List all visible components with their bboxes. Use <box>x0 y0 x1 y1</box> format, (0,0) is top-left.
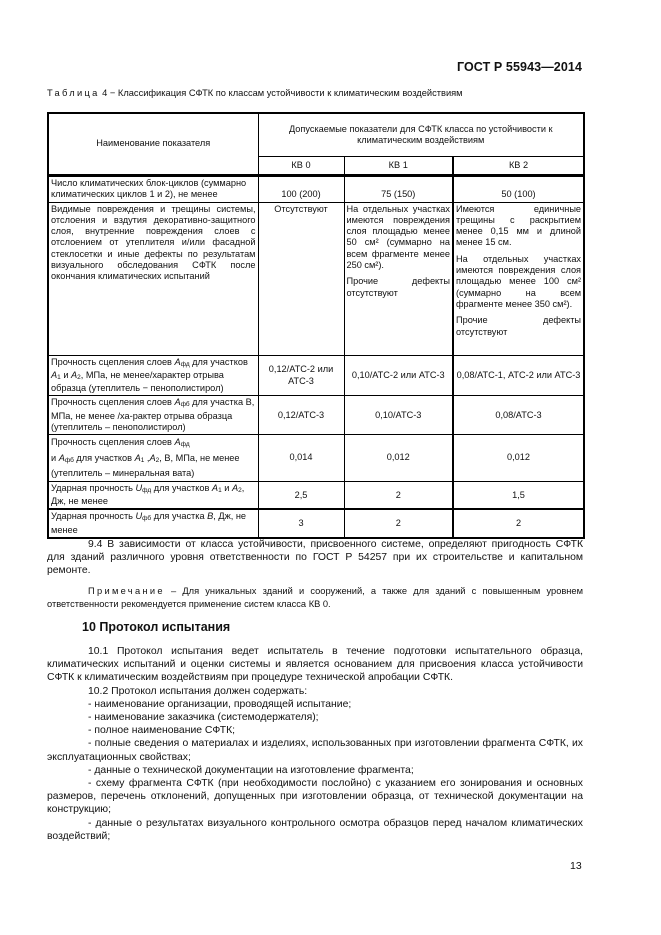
cell-kv2: 1,5 <box>453 481 584 509</box>
paragraph-10-2: 10.2 Протокол испытания должен содержать: <box>88 685 308 697</box>
row-name <box>48 509 258 538</box>
symbol: U <box>135 482 143 493</box>
text: Ударная прочность <box>51 511 136 522</box>
cell-kv2: 2 <box>453 509 584 538</box>
paragraph-text: 9.4 В зависимости от класса устойчивости, присвоенного системе, определяют пригодность СФТК для зданий различного уровня ответственности по ГОСТ Р 54257 при их строительстве и капитальном ремонте. <box>47 539 583 577</box>
cell-kv0: 0,014 <box>258 435 344 482</box>
document-code: ГОСТ Р 55943—2014 <box>456 60 582 74</box>
page-number: 13 <box>570 860 582 872</box>
column-header-name: Наименование показателя <box>48 113 258 176</box>
column-header-group: Допускаемые показатели для СФТК класса по устойчивости к климатическим воздействиям <box>258 113 584 157</box>
symbol: A <box>51 369 58 380</box>
column-header-kv2: КВ 2 <box>453 157 584 176</box>
text: и <box>60 369 72 380</box>
text: для участков <box>189 356 248 367</box>
cell-paragraph: Имеются единичные трещины с раскрытием менее 0,15 мм и длиной менее 15 см. <box>456 203 582 248</box>
note-text <box>47 585 583 610</box>
cell-kv1: 0,10/АТС-2 или АТС-3 <box>344 355 453 396</box>
row-name: Число климатических блок-циклов (суммарно климатических циклов 1 и 2), не менее <box>48 176 258 203</box>
subscript: 1 <box>140 456 145 464</box>
list-item: - полное наименование СФТК; <box>88 725 236 737</box>
table-row <box>48 176 584 203</box>
subscript: фд <box>142 486 152 494</box>
subscript: 2 <box>77 373 81 381</box>
cell-paragraph: На отдельных участках имеются повреждения слоя площадью менее 100 см² (суммарно на всем фрагменте менее 350 см²). <box>456 253 582 309</box>
text: , МПа, не менее/характер отрыва образца (утеплитель − пенополистирол) <box>51 369 224 394</box>
subscript: фб <box>180 401 190 409</box>
classification-table <box>47 112 585 539</box>
cell-kv2 <box>453 202 584 355</box>
cell-kv2: 0,012 <box>453 435 584 482</box>
list-item: - полные сведения о материалах и изделиях, использованных при изготовлении фрагмента СФТК, их эксплуатационных свойствах; <box>47 738 583 763</box>
table-row <box>48 481 584 509</box>
text: Ударная прочность <box>51 482 136 493</box>
cell-paragraph: Прочие дефекты отсутствуют <box>346 276 450 298</box>
cell-kv1: 2 <box>344 481 453 509</box>
cell-kv0: 2,5 <box>258 481 344 509</box>
cell-kv0: 3 <box>258 509 344 538</box>
cell-paragraph: На отдельных участках имеются повреждения слоя площадью менее 50 см² (суммарно на всем фрагменте менее 250 см²). <box>346 203 450 271</box>
text: и <box>51 452 59 463</box>
subscript: фб <box>142 515 152 523</box>
cell-kv1: 75 (150) <box>344 176 453 203</box>
cell-kv0: Отсутствуют <box>258 202 344 355</box>
cell-kv1: 0,10/АТС-3 <box>344 396 453 435</box>
symbol: A <box>231 482 239 493</box>
text: для участка <box>151 511 208 522</box>
note-body: – Для уникальных зданий и сооружений, а также для зданий с повышенным уровнем ответственности рекомендуется применение систем класса КВ 0. <box>47 586 583 609</box>
row-name <box>48 435 258 482</box>
text: для участков <box>151 482 212 493</box>
symbol: A <box>211 482 219 493</box>
list-item: - данные о технической документации на изготовление фрагмента; <box>88 764 414 776</box>
subscript: фд <box>180 360 190 368</box>
cell-kv0: 100 (200) <box>258 176 344 203</box>
table-row <box>48 396 584 435</box>
cell-paragraph: Прочие дефекты отсутствуют <box>456 315 582 337</box>
note <box>47 585 583 610</box>
symbol: A <box>174 437 181 448</box>
subscript: фб <box>64 456 74 464</box>
symbol: A <box>71 369 78 380</box>
subscript: фд <box>180 441 190 449</box>
table-row <box>48 202 584 355</box>
text: , Дж, не менее <box>51 482 245 507</box>
section-10-body <box>47 645 583 843</box>
table-row <box>48 435 584 482</box>
table-row <box>48 509 584 538</box>
text: для участков <box>73 452 135 463</box>
row-name: Видимые повреждения и трещины системы, отслоения и вздутия декоративно-защитного слоя, внутренние повреждения слоев с отслоением от утеплителя и/или фасадной стеклосетки и иные дефекты по результатам визуального обследования СФТК после окончания климатических испытаний <box>48 202 258 355</box>
row-name <box>48 396 258 435</box>
symbol: A <box>174 397 181 408</box>
text: для участка В, МПа, не менее /ха-рактер отрыва образца (утеплитель – пенополистирол) <box>51 397 255 433</box>
text: Прочность сцепления слоев <box>51 437 175 448</box>
cell-kv1: 2 <box>344 509 453 538</box>
paragraph-9-4 <box>47 538 583 578</box>
cell-kv0: 0,12/АТС-2 или АТС-3 <box>258 355 344 396</box>
list-item: - наименование организации, проводящей испытание; <box>88 698 352 710</box>
subscript: 2 <box>155 456 160 464</box>
text: , <box>144 452 150 463</box>
text: Прочность сцепления слоев <box>51 397 175 408</box>
list-item: - наименование заказчика (системодержателя); <box>88 712 319 724</box>
subscript: 2 <box>238 486 242 494</box>
symbol: A <box>174 356 181 367</box>
text: , Дж, не менее <box>51 511 247 535</box>
subscript: 1 <box>218 486 222 494</box>
cell-kv2: 0,08/АТС-1, АТС-2 или АТС-3 <box>453 355 584 396</box>
symbol: A <box>134 452 141 463</box>
subscript: 1 <box>57 373 61 381</box>
cell-kv1: 0,012 <box>344 435 453 482</box>
cell-kv2: 0,08/АТС-3 <box>453 396 584 435</box>
list-item: - данные о результатах визуального контрольного осмотра образцов перед началом климатических воздействий; <box>47 817 583 842</box>
column-header-kv0: КВ 0 <box>258 157 344 176</box>
table-caption-text: 4 − Классификация СФТК по классам устойчивости к климатическим воздействиям <box>99 88 463 98</box>
row-name <box>48 355 258 396</box>
symbol: A <box>58 452 65 463</box>
table-row <box>48 355 584 396</box>
section-title: 10 Протокол испытания <box>82 620 231 634</box>
table-caption <box>47 88 463 98</box>
text: Прочность сцепления слоев <box>51 356 175 367</box>
symbol: B <box>207 511 214 522</box>
table-caption-label: Таблица <box>47 88 100 98</box>
cell-kv0: 0,12/АТС-3 <box>258 396 344 435</box>
row-name <box>48 481 258 509</box>
column-header-kv1: КВ 1 <box>344 157 453 176</box>
list-item: - схему фрагмента СФТК (при необходимости послойно) с указанием его зонирования и основных размеров, перечень отклонений, допущенных при изготовлении образца, от технической документации на конструкцию; <box>47 778 583 816</box>
symbol: U <box>135 511 143 522</box>
table-header-row <box>48 113 584 157</box>
cell-kv1 <box>344 202 453 355</box>
note-label: Примечание <box>88 586 165 596</box>
symbol: A <box>149 452 156 463</box>
paragraph-10-1: 10.1 Протокол испытания ведет испытатель в течение подготовки испытательного образца, климатических испытаний и оценки системы и является основанием для присвоения класса устойчивости СФТК к климатическим воздействиям при процедуре технической апробации СФТК. <box>47 646 583 684</box>
text: и <box>221 482 232 493</box>
cell-kv2: 50 (100) <box>453 176 584 203</box>
text: , В, МПа, не менее (утеплитель – минеральная вата) <box>51 452 240 479</box>
